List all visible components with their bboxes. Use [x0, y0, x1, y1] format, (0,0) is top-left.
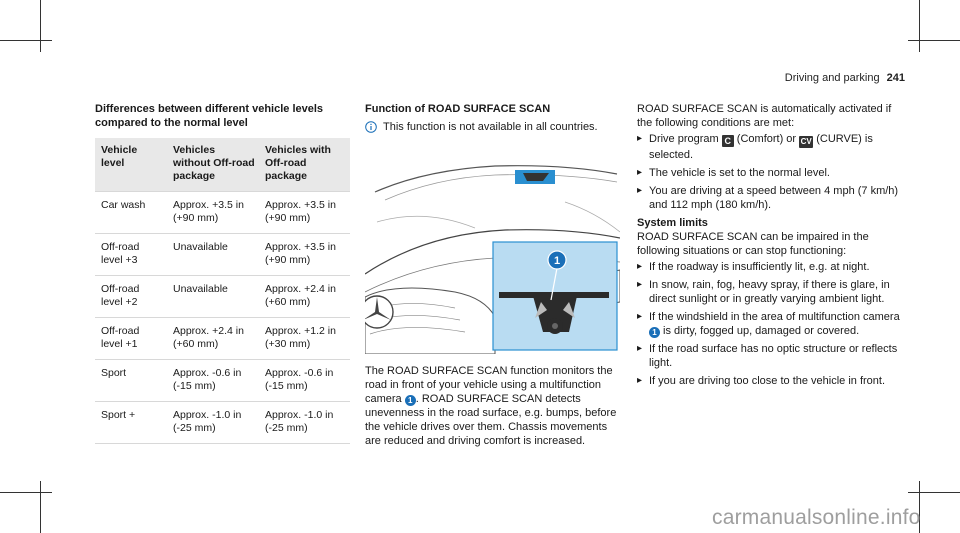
callout-badge: 1 [649, 327, 660, 338]
info-icon [365, 121, 377, 133]
page-number: 241 [886, 72, 905, 84]
table-cell: Car wash [95, 192, 167, 234]
watermark: carmanualsonline.info [712, 506, 921, 529]
list-item: ▸ The vehicle is set to the normal level. [637, 166, 907, 180]
table-cell: Off-road level +1 [95, 318, 167, 360]
crop-mark [919, 0, 920, 52]
levels-table [95, 138, 350, 444]
description-text: The ROAD SURFACE SCAN function monitors the road in front of your vehicle using a multifunction camera [365, 365, 613, 405]
table-cell: Approx. +1.2 in (+30 mm) [259, 318, 350, 360]
table-row [95, 318, 350, 360]
table-cell: Approx. +3.5 in (+90 mm) [167, 192, 259, 234]
page-header [760, 72, 905, 84]
table-cell: Approx. -1.0 in (-25 mm) [167, 402, 259, 444]
conditions-section [637, 102, 907, 392]
limits-title: System limits [637, 217, 708, 229]
table-header-row [95, 138, 350, 192]
list-item-text: (Comfort) or [733, 133, 800, 145]
table-title: Differences between different vehicle levels compared to the normal level [95, 103, 324, 129]
list-item: ▸ In snow, rain, fog, heavy spray, if there is glare, in direct sunlight or in greatly varying ambient light. [637, 278, 907, 306]
table-header-cell: Vehicles with Off-road package [259, 138, 350, 192]
table-header-cell: Vehicles without Off-road package [167, 138, 259, 192]
crop-mark [908, 40, 960, 41]
header-section: Driving and parking [784, 72, 880, 84]
road-surface-scan-illustration [365, 142, 620, 354]
function-title: Function of ROAD SURFACE SCAN [365, 103, 551, 115]
table-cell: Approx. +2.4 in (+60 mm) [167, 318, 259, 360]
list-item-text: is dirty, fogged up, damaged or covered. [660, 325, 860, 337]
crop-mark [0, 492, 52, 493]
table-header-cell: Vehicle level [95, 138, 167, 192]
table-row [95, 276, 350, 318]
table-cell: Approx. +2.4 in (+60 mm) [259, 276, 350, 318]
list-item-text: If the windshield in the area of multifunction camera [649, 311, 900, 323]
table-cell: Approx. +3.5 in (+90 mm) [259, 192, 350, 234]
table-cell: Unavailable [167, 276, 259, 318]
callout-badge: 1 [405, 395, 416, 406]
activation-intro: ROAD SURFACE SCAN is automatically activated if the following conditions are met: [637, 103, 892, 129]
levels-section [95, 102, 355, 444]
description-text: . ROAD SURFACE SCAN detects unevenness in the road surface, e.g. bumps, before the vehicle drives over them. Chassis movements are reduced and driving comfort is increased. [365, 393, 617, 447]
list-item: ▸ You are driving at a speed between 4 mph (7 km/h) and 112 mph (180 km/h). [637, 184, 907, 212]
list-item [637, 132, 907, 162]
crop-mark [908, 492, 960, 493]
table-cell: Sport + [95, 402, 167, 444]
table-row [95, 402, 350, 444]
function-description [365, 364, 620, 448]
list-item: ▸ If the road surface has no optic structure or reflects light. [637, 342, 907, 370]
crop-mark [40, 0, 41, 52]
list-item-text: (CURVE) is selected. [649, 133, 873, 161]
table-cell: Sport [95, 360, 167, 402]
comfort-program-icon: C [722, 135, 734, 147]
table-cell: Approx. -0.6 in (-15 mm) [167, 360, 259, 402]
table-row [95, 192, 350, 234]
function-section [365, 102, 623, 448]
table-cell: Off-road level +2 [95, 276, 167, 318]
table-row [95, 234, 350, 276]
table-cell: Approx. -0.6 in (-15 mm) [259, 360, 350, 402]
callout-label: 1 [553, 255, 561, 267]
availability-text: This function is not available in all countries. [383, 121, 598, 133]
list-item: ▸ If you are driving too close to the vehicle in front. [637, 374, 907, 388]
curve-program-icon: CV [800, 137, 812, 146]
table-cell: Off-road level +3 [95, 234, 167, 276]
crop-mark [0, 40, 52, 41]
limits-list [637, 260, 907, 388]
list-item [637, 310, 907, 338]
list-item-text: Drive program [649, 133, 722, 145]
limits-intro: ROAD SURFACE SCAN can be impaired in the following situations or can stop functioning: [637, 231, 869, 257]
table-cell: Unavailable [167, 234, 259, 276]
availability-note [365, 120, 623, 134]
list-item: ▸ If the roadway is insufficiently lit, e.g. at night. [637, 260, 907, 274]
table-row [95, 360, 350, 402]
activation-conditions [637, 132, 907, 212]
crop-mark [40, 481, 41, 533]
table-cell: Approx. +3.5 in (+90 mm) [259, 234, 350, 276]
table-cell: Approx. -1.0 in (-25 mm) [259, 402, 350, 444]
